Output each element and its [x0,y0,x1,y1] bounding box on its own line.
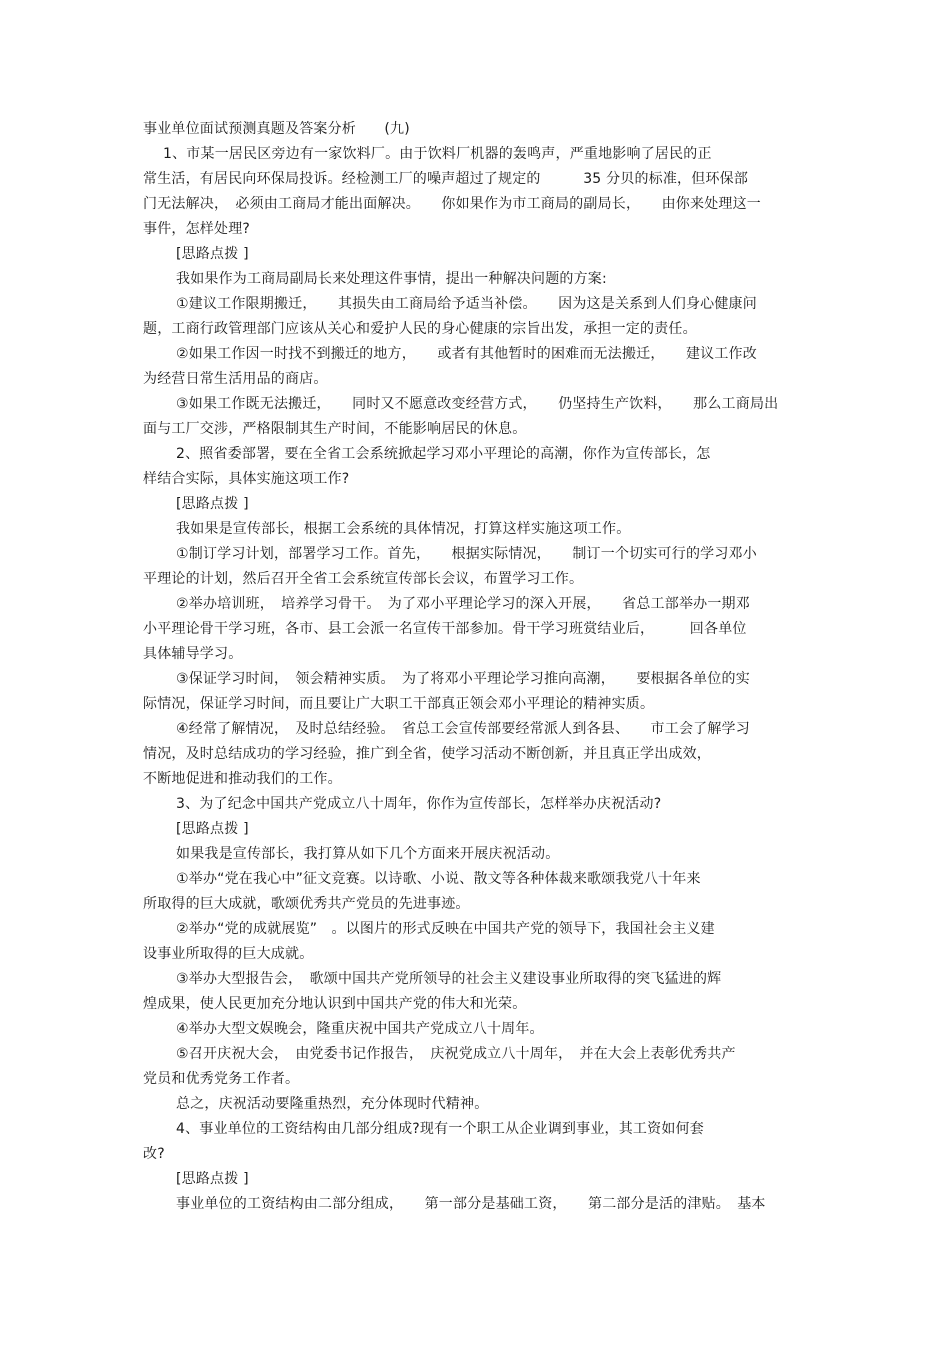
hint-heading-4: [思路点拨 ] [176,1171,249,1187]
answer-2-point-1-line-1: ①制订学习计划，部署学习工作。首先， 根据实际情况， 制订一个切实可行的学习邓小 [176,546,757,562]
hint-heading-1: [思路点拨 ] [176,246,249,262]
document-title: 事业单位面试预测真题及答案分析 (九) [143,121,410,137]
answer-2-point-4-line-3: 不断地促进和推动我们的工作。 [143,771,342,787]
answer-2-point-2-line-2: 小平理论骨干学习班，各市、县工会派一名宣传干部参加。骨干学习班赏结业后， 回各单位 [143,621,747,637]
answer-1-point-2-line-2: 为经营日常生活用品的商店。 [143,371,328,387]
answer-1-point-3-line-2: 面与工厂交涉，严格限制其生产时间，不能影响居民的休息。 [143,421,527,437]
question-2-line-2: 样结合实际，具体实施这项工作? [143,471,350,487]
answer-1-point-3-line-1: ③如果工作既无法搬迁， 同时又不愿意改变经营方式， 仍坚持生产饮料， 那么工商局出 [176,396,779,412]
answer-2-point-4-line-1: ④经常了解情况， 及时总结经验。 省总工会宣传部要经常派人到各县、 市工会了解学习 [176,721,750,737]
answer-2-point-3-line-2: 际情况，保证学习时间，而且要让广大职工干部真正领会邓小平理论的精神实质。 [143,696,655,712]
answer-3-point-5-line-2: 党员和优秀党务工作者。 [143,1071,300,1087]
answer-4-line-1: 事业单位的工资结构由二部分组成， 第一部分是基础工资， 第二部分是活的津贴。 基本 [176,1196,766,1212]
answer-3-intro: 如果我是宣传部长，我打算从如下几个方面来开展庆祝活动。 [176,846,560,862]
question-1-line-2: 常生活，有居民向环保局投诉。经检测工厂的噪声超过了规定的 35 分贝的标准，但环保部 [143,171,749,187]
hint-heading-2: [思路点拨 ] [176,496,249,512]
answer-3-point-3-line-2: 煌成果，使人民更加充分地认识到中国共产党的伟大和光荣。 [143,996,527,1012]
question-1-line-3: 门无法解决， 必须由工商局才能出面解决。 你如果作为市工商局的副局长， 由你来处理这一 [143,196,761,212]
answer-2-point-3-line-1: ③保证学习时间， 领会精神实质。 为了将邓小平理论学习推向高潮， 要根据各单位的实 [176,671,750,687]
answer-2-intro: 我如果是宣传部长，根据工会系统的具体情况，打算这样实施这项工作。 [176,521,631,537]
answer-3-point-3-line-1: ③举办大型报告会， 歌颂中国共产党所领导的社会主义建设事业所取得的突飞猛进的辉 [176,971,722,987]
question-2-line-1: 2、照省委部署，要在全省工会系统掀起学习邓小平理论的高潮，你作为宣传部长，怎 [176,446,711,462]
answer-1-point-1-line-2: 题，工商行政管理部门应该从关心和爱护人民的身心健康的宗旨出发，承担一定的责任。 [143,321,697,337]
answer-2-point-2-line-3: 具体辅导学习。 [143,646,243,662]
question-1-line-4: 事件，怎样处理? [143,221,251,237]
question-4-line-1: 4、事业单位的工资结构由几部分组成?现有一个职工从企业调到事业，其工资如何套 [176,1121,704,1137]
hint-heading-3: [思路点拨 ] [176,821,249,837]
answer-3-point-4: ④举办大型文娱晚会，隆重庆祝中国共产党成立八十周年。 [176,1021,544,1037]
answer-2-point-2-line-1: ②举办培训班， 培养学习骨干。 为了邓小平理论学习的深入开展， 省总工部举办一期邓 [176,596,750,612]
answer-3-point-1-line-1: ①举办“党在我心中”征文竞赛。以诗歌、小说、散文等各种体裁来歌颂我党八十年来 [176,871,701,887]
answer-2-point-4-line-2: 情况，及时总结成功的学习经验，推广到全省，使学习活动不断创新，并且真正学出成效， [143,746,711,762]
question-1-line-1: 1、市某一居民区旁边有一家饮料厂。由于饮料厂机器的轰鸣声，严重地影响了居民的正 [163,146,712,162]
answer-3-point-5-line-1: ⑤召开庆祝大会， 由党委书记作报告， 庆祝党成立八十周年， 并在大会上表彰优秀共产 [176,1046,736,1062]
answer-1-intro: 我如果作为工商局副局长来处理这件事情，提出一种解决问题的方案: [176,271,607,287]
answer-2-point-1-line-2: 平理论的计划，然后召开全省工会系统宣传部长会议，布置学习工作。 [143,571,584,587]
answer-3-point-2-line-1: ②举办“党的成就展览” 。以图片的形式反映在中国共产党的领导下，我国社会主义建 [176,921,715,937]
answer-3-point-1-line-2: 所取得的巨大成就，歌颂优秀共产党员的先进事迹。 [143,896,470,912]
answer-1-point-2-line-1: ②如果工作因一时找不到搬迁的地方， 或者有其他暂时的困难而无法搬迁， 建议工作改 [176,346,757,362]
answer-3-summary: 总之，庆祝活动要隆重热烈，充分体现时代精神。 [176,1096,489,1112]
answer-1-point-1-line-1: ①建议工作限期搬迁， 其损失由工商局给予适当补偿。 因为这是关系到人们身心健康问 [176,296,757,312]
answer-3-point-2-line-2: 设事业所取得的巨大成就。 [143,946,314,962]
question-3: 3、为了纪念中国共产党成立八十周年，你作为宣传部长，怎样举办庆祝活动? [176,796,662,812]
question-4-line-2: 改? [143,1146,165,1162]
